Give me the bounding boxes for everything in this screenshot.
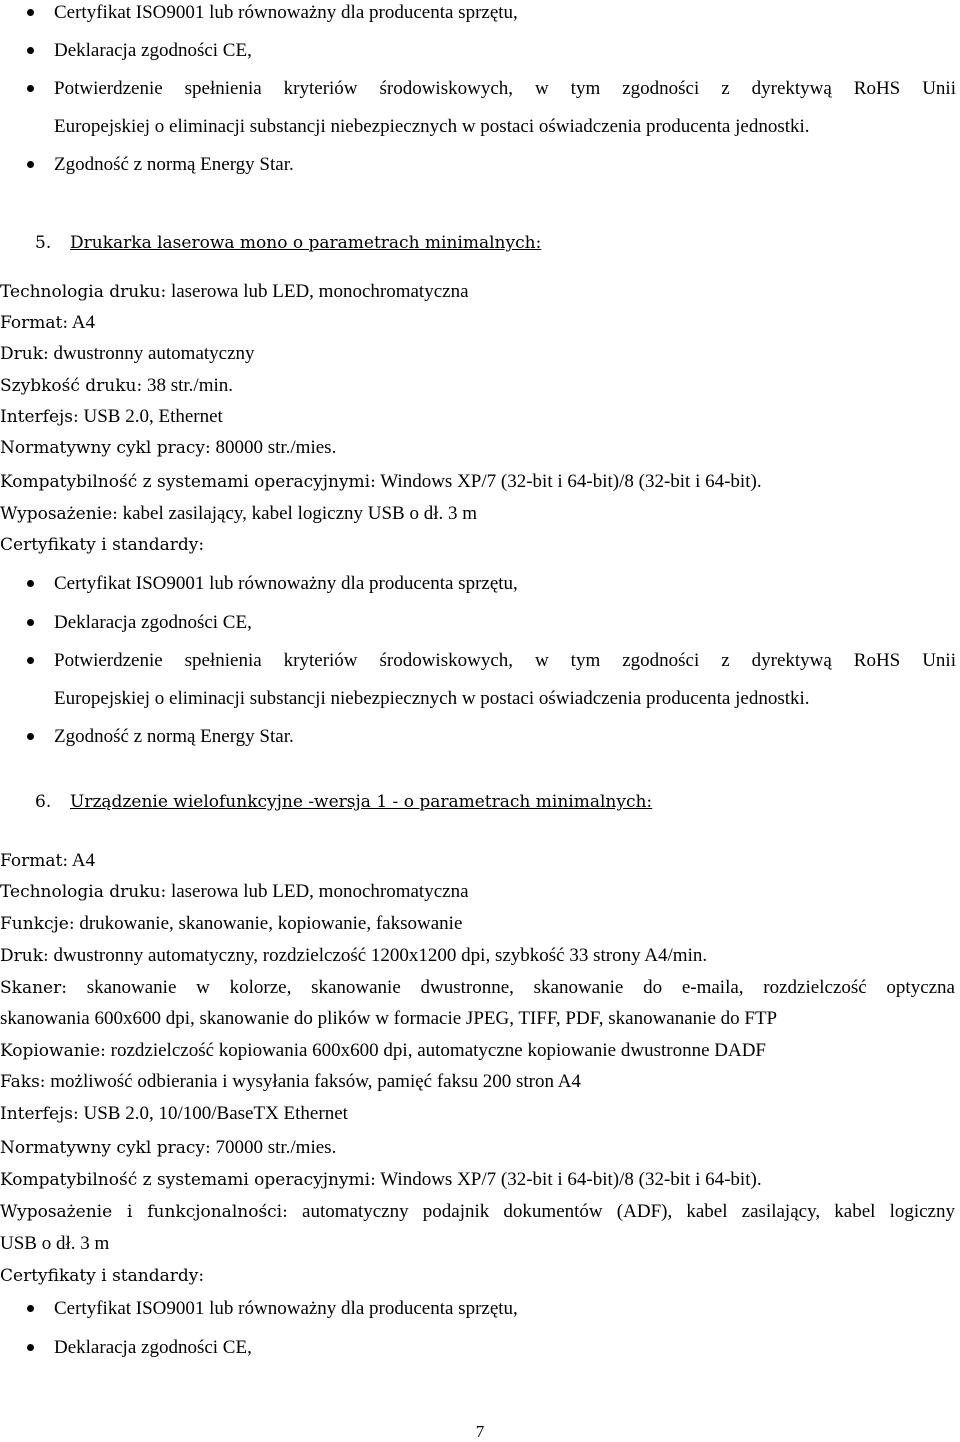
spec-scanner-continuation: skanowania 600x600 dpi, skanowanie do plików w formacie JPEG, TIFF, PDF, skanowananie do FTP [0, 1008, 778, 1029]
bullet-icon [27, 47, 34, 54]
spec-print: Druk: dwustronny automatyczny, rozdzielczość 1200x1200 dpi, szybkość 33 strony A4/min. [0, 945, 708, 966]
list-item: Certyfikat ISO9001 lub równoważny dla producenta sprzętu, [54, 1298, 518, 1319]
bullet-icon [27, 619, 34, 626]
section-number: 6. [35, 792, 52, 812]
list-item: Zgodność z normą Energy Star. [54, 154, 294, 175]
spec-equipment: Wyposażenie i funkcjonalności: automatyczny podajnik dokumentów (ADF), kabel zasilający, kabel logiczny [0, 1201, 955, 1222]
bullet-icon [27, 1344, 34, 1351]
bullet-icon [27, 1305, 34, 1312]
section-number: 5. [35, 233, 52, 253]
bullet-icon [27, 161, 34, 168]
bullet-icon [27, 580, 34, 587]
list-item: Deklaracja zgodności CE, [54, 612, 252, 633]
spec-compatibility: Kompatybilność z systemami operacyjnymi: Windows XP/7 (32-bit i 64-bit)/8 (32-bit i 64-bit). [0, 471, 762, 492]
spec-duty-cycle: Normatywny cykl pracy: 80000 str./mies. [0, 437, 337, 458]
spec-scanner: Skaner: skanowanie w kolorze, skanowanie dwustronne, skanowanie do e-maila, rozdzielczość optyczna [0, 977, 955, 998]
section-title: Urządzenie wielofunkcyjne -wersja 1 - o parametrach minimalnych: [70, 792, 653, 812]
spec-equipment-continuation: USB o dł. 3 m [0, 1233, 110, 1254]
bullet-icon [27, 733, 34, 740]
list-item: Potwierdzenie spełnienia kryteriów środowiskowych, w tym zgodności z dyrektywą RoHS Unii [54, 78, 956, 99]
spec-format: Format: A4 [0, 312, 95, 333]
spec-copy: Kopiowanie: rozdzielczość kopiowania 600x600 dpi, automatyczne kopiowanie dwustronne DADF [0, 1040, 766, 1061]
spec-interface: Interfejs: USB 2.0, Ethernet [0, 406, 223, 427]
spec-technology: Technologia druku: laserowa lub LED, monochromatyczna [0, 881, 469, 902]
cert-heading: Certyfikaty i standardy: [0, 535, 205, 555]
spec-functions: Funkcje: drukowanie, skanowanie, kopiowanie, faksowanie [0, 913, 463, 934]
list-item: Zgodność z normą Energy Star. [54, 726, 294, 747]
list-item: Certyfikat ISO9001 lub równoważny dla producenta sprzętu, [54, 2, 518, 23]
bullet-icon [27, 9, 34, 16]
spec-equipment: Wyposażenie: kabel zasilający, kabel logiczny USB o dł. 3 m [0, 503, 478, 524]
spec-compatibility: Kompatybilność z systemami operacyjnymi: Windows XP/7 (32-bit i 64-bit)/8 (32-bit i 64-bit). [0, 1169, 762, 1190]
bullet-icon [27, 657, 34, 664]
spec-interface: Interfejs: USB 2.0, 10/100/BaseTX Ethernet [0, 1103, 348, 1124]
spec-technology: Technologia druku: laserowa lub LED, monochromatyczna [0, 281, 469, 302]
spec-print: Druk: dwustronny automatyczny [0, 343, 255, 364]
list-item: Deklaracja zgodności CE, [54, 1337, 252, 1358]
page-number: 7 [475, 1422, 485, 1441]
list-item-continuation: Europejskiej o eliminacji substancji niebezpiecznych w postaci oświadczenia producenta jednostki. [54, 116, 810, 137]
list-item: Certyfikat ISO9001 lub równoważny dla producenta sprzętu, [54, 573, 518, 594]
list-item: Deklaracja zgodności CE, [54, 40, 252, 61]
list-item-continuation: Europejskiej o eliminacji substancji niebezpiecznych w postaci oświadczenia producenta jednostki. [54, 688, 810, 709]
spec-speed: Szybkość druku: 38 str./min. [0, 375, 234, 396]
section-title: Drukarka laserowa mono o parametrach minimalnych: [70, 233, 542, 253]
bullet-icon [27, 85, 34, 92]
list-item: Potwierdzenie spełnienia kryteriów środowiskowych, w tym zgodności z dyrektywą RoHS Unii [54, 650, 956, 671]
spec-duty-cycle: Normatywny cykl pracy: 70000 str./mies. [0, 1137, 337, 1158]
spec-format: Format: A4 [0, 850, 95, 871]
cert-heading: Certyfikaty i standardy: [0, 1266, 205, 1286]
spec-fax: Faks: możliwość odbierania i wysyłania faksów, pamięć faksu 200 stron A4 [0, 1071, 581, 1092]
